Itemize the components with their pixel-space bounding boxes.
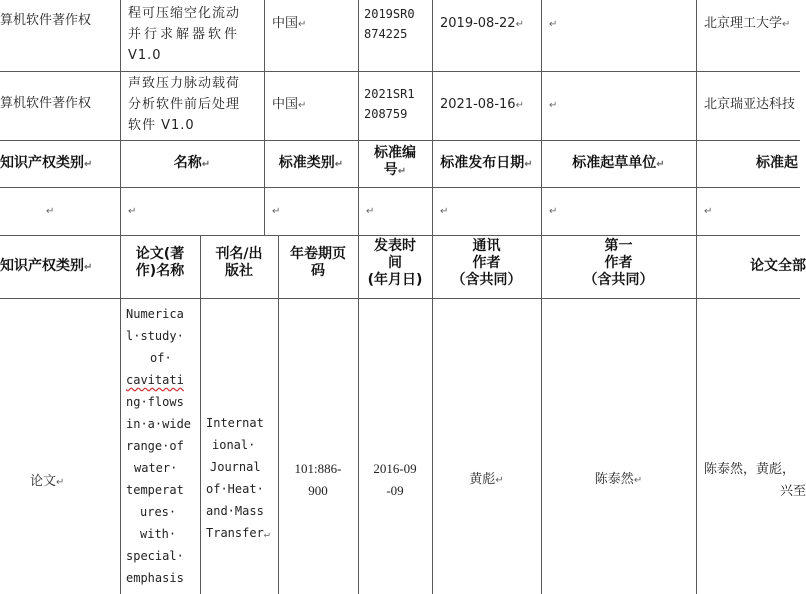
title-line: l·study· [126, 329, 184, 343]
header-volume-pages [278, 246, 358, 280]
reg-no-line: 2021SR1 [364, 87, 415, 101]
ip-type-cell: 论文↵ [30, 474, 65, 489]
journal-line: and·Mass [206, 504, 264, 518]
title-line: cavitati [126, 373, 184, 387]
empty-mark: ↵ [440, 206, 449, 217]
col-divider [278, 235, 279, 594]
name-line: 并行求解器软件 [128, 27, 241, 42]
header-ip-type: 知识产权类别↵ [0, 155, 93, 171]
header-standard-category: 标准类别↵ [278, 155, 344, 171]
header-line: 码 [311, 263, 325, 279]
journal-line: ional· [212, 438, 256, 452]
software-name-cell [128, 3, 260, 66]
name-line: 声致压力脉动载荷 [128, 76, 241, 91]
empty-mark: ↵ [128, 206, 137, 217]
header-line: 作者 [472, 255, 501, 271]
header-line: 发表时 [374, 238, 416, 254]
title-line: ng·flows [126, 395, 184, 409]
empty-mark: ↵ [46, 206, 55, 217]
header-line: （含共同） [583, 272, 654, 288]
name-line: V1.0 [128, 48, 162, 63]
reg-no-line: 208759 [364, 107, 408, 121]
header-line: 年卷期页 [290, 246, 346, 262]
empty-mark: ↵ [366, 206, 375, 217]
col-divider [541, 0, 542, 594]
name-line: 程可压缩空化流动 [128, 6, 241, 21]
reg-no-line: 874225 [364, 27, 408, 41]
title-line: special· [126, 549, 184, 563]
header-drafting-unit-cont: 标准起 [756, 155, 798, 171]
ip-type-cell: 算机软件著作权 [0, 96, 92, 111]
header-line: 版社 [225, 263, 253, 279]
header-line: 作)名称 [135, 263, 185, 279]
publish-time-cell [358, 458, 432, 502]
reg-no-line: 2019SR0 [364, 7, 415, 21]
header-line: 间 [388, 255, 402, 271]
title-line: Numerica [126, 307, 184, 321]
journal-line: Internat [206, 416, 264, 430]
header-all-authors: 论文全部 [750, 258, 806, 274]
journal-line: of·Heat· [206, 482, 264, 496]
title-line: emphasis [126, 571, 184, 585]
header-corresponding-author [432, 238, 541, 289]
header-line: 标准编 [374, 145, 416, 161]
volume-line: 101:886- [294, 461, 342, 476]
empty-mark: ↵ [549, 206, 558, 217]
all-authors-cell [704, 462, 806, 500]
registration-number-cell [364, 84, 415, 124]
col-divider [358, 0, 359, 594]
header-line: 号↵ [383, 162, 407, 178]
journal-line: Journal [210, 460, 261, 474]
header-line: 通讯 [472, 238, 501, 254]
header-name: 名称↵ [173, 155, 211, 171]
col-divider [264, 0, 265, 235]
title-line: water· [134, 461, 178, 475]
header-first-author [541, 238, 696, 289]
date-cell: 2019-08-22↵ [440, 16, 524, 31]
header-line: 第一 [604, 238, 633, 254]
volume-line: 900 [308, 483, 328, 498]
header-paper-title [120, 246, 200, 280]
date-cell: 2021-08-16↵ [440, 97, 524, 112]
title-line: temperat [126, 483, 184, 497]
journal-line: Transfer↵ [206, 526, 270, 540]
paper-title-cell [126, 303, 191, 589]
header-publish-time [358, 238, 432, 289]
first-author-cell: 陈泰然↵ [594, 472, 643, 487]
col-divider [432, 0, 433, 594]
authors-line: 陈泰然，黄彪， [704, 462, 796, 477]
country-cell: 中国↵ [272, 97, 307, 112]
software-name-cell [128, 73, 260, 136]
header-standard-number [358, 145, 432, 180]
empty-mark: ↵ [272, 206, 281, 217]
corresponding-author-cell: 黄彪↵ [469, 472, 504, 487]
col-divider [120, 298, 121, 594]
title-line: range·of [126, 439, 184, 453]
title-line: in·a·wide [126, 417, 192, 431]
title-line: with· [140, 527, 177, 541]
empty-cell: ↵ [549, 100, 558, 111]
authors-line: 兴至 [780, 484, 806, 499]
empty-cell: ↵ [549, 19, 558, 30]
col-divider [696, 0, 697, 594]
header-drafting-unit: 标准起草单位↵ [572, 155, 665, 171]
col-divider [200, 235, 201, 594]
title-line: ures· [140, 505, 177, 519]
ip-type-cell: 算机软件著作权 [0, 13, 92, 28]
title-line: of· [150, 351, 172, 365]
header-line: 作者 [604, 255, 633, 271]
header-line: (年月日) [367, 272, 423, 288]
time-line: -09 [386, 483, 404, 498]
volume-pages-cell [278, 458, 358, 502]
header-ip-type: 知识产权类别↵ [0, 258, 93, 274]
header-line: 论文(著 [135, 246, 185, 262]
empty-mark: ↵ [704, 206, 713, 217]
header-line: 刊名/出 [215, 246, 263, 262]
owner-cell: 北京理工大学↵ [704, 16, 791, 31]
header-journal [200, 246, 278, 280]
registration-number-cell [364, 4, 415, 44]
owner-cell: 北京瑞亚达科技 [704, 97, 796, 112]
name-line: 分析软件前后处理 [128, 97, 241, 112]
name-line: 软件 V1.0 [128, 118, 195, 133]
journal-cell [206, 412, 270, 546]
country-cell: 中国↵ [272, 16, 307, 31]
header-line: （含共同） [451, 272, 522, 288]
header-publish-date: 标准发布日期↵ [440, 155, 533, 171]
time-line: 2016-09 [373, 461, 417, 476]
